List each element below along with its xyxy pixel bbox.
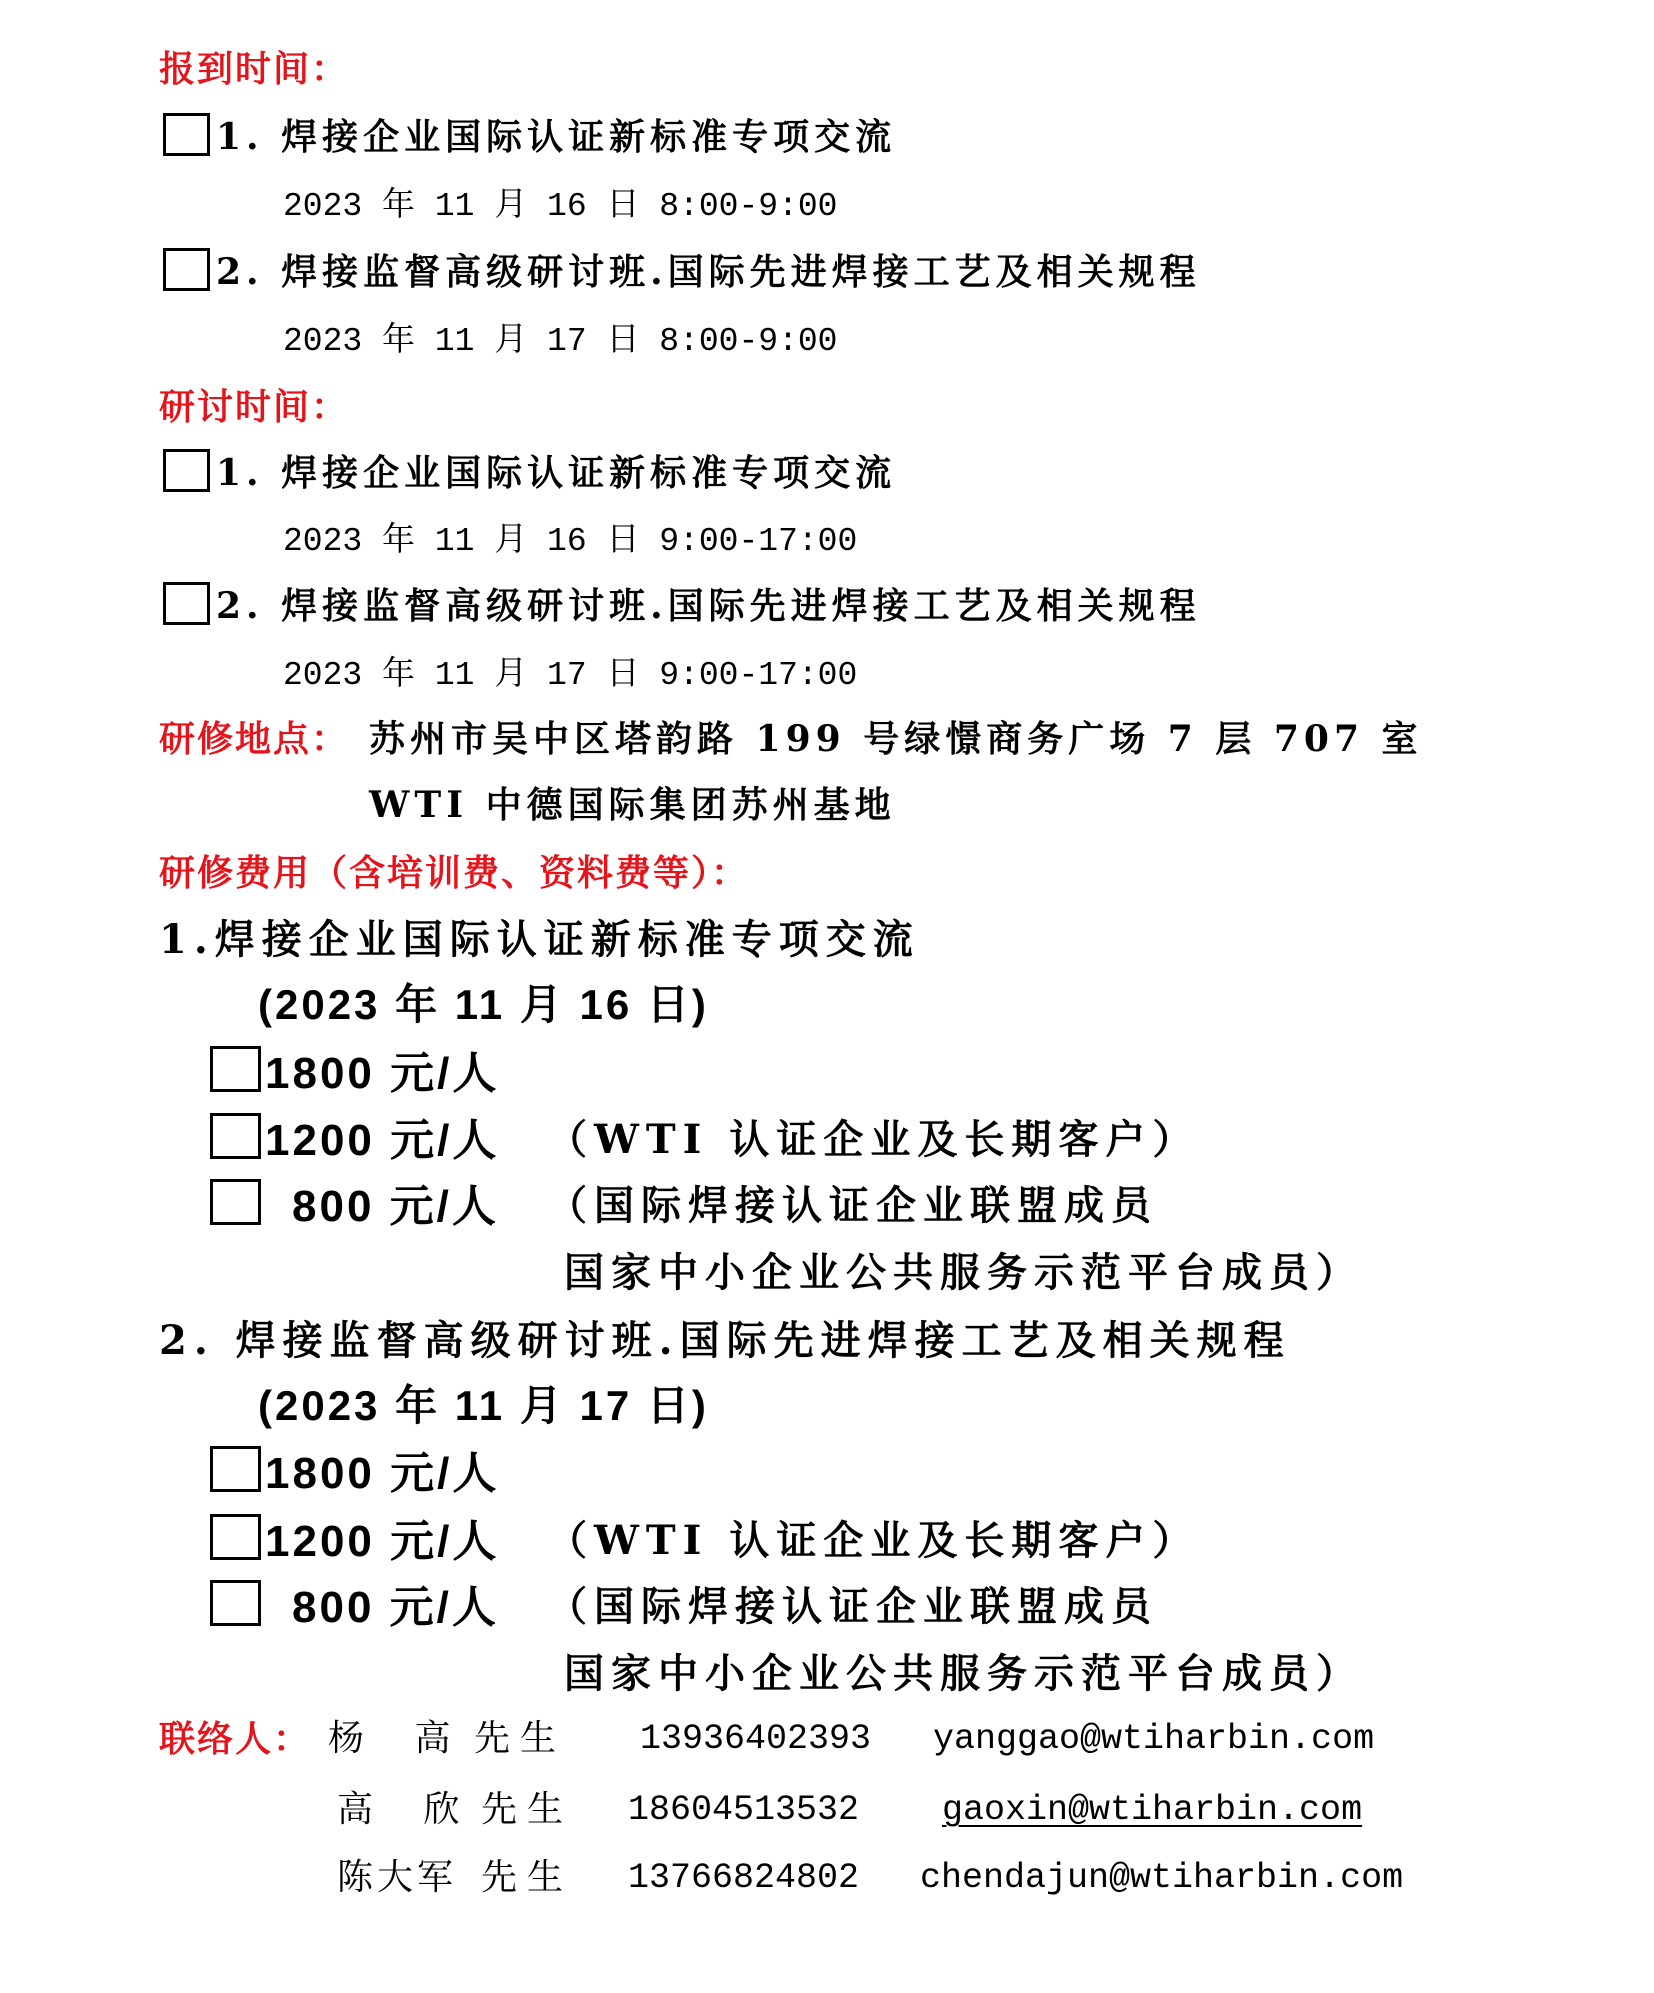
- registration-item-1-time: 2023 年 11 月 16 日 8:00-9:00: [283, 187, 838, 225]
- seminar-item-2: [163, 573, 1201, 633]
- registration-item-2-label: 2. 焊接监督高级研讨班.国际先进焊接工艺及相关规程: [216, 250, 1201, 293]
- fees-heading: 研修费用（含培训费、资料费等）：: [159, 851, 750, 894]
- checkbox-icon: [210, 1113, 261, 1159]
- fee-course-1-option-1: [210, 1039, 499, 1099]
- contact-email: yanggao@wtiharbin.com: [933, 1719, 1375, 1759]
- fee-note: （国际焊接认证企业联盟成员: [547, 1582, 1158, 1630]
- checkbox-icon: [163, 248, 210, 291]
- checkbox-icon: [163, 113, 210, 156]
- venue-heading: 研修地点：: [159, 717, 350, 760]
- fee-price: 800 元/人: [292, 1182, 499, 1231]
- fee-price: 1800 元/人: [265, 1449, 500, 1498]
- registration-item-1-label: 1. 焊接企业国际认证新标准专项交流: [216, 115, 897, 158]
- contact-name: 杨 高: [328, 1718, 451, 1759]
- checkbox-icon: [210, 1580, 261, 1626]
- contact-phone: 13936402393: [640, 1719, 872, 1759]
- fee-course-2-option-3: [210, 1573, 1410, 1633]
- contact-name: 高 欣: [337, 1789, 460, 1830]
- venue-row: [159, 706, 1559, 766]
- contact-email: chendajun@wtiharbin.com: [920, 1858, 1404, 1898]
- contact-phone: 13766824802: [628, 1858, 860, 1898]
- seminar-item-2-time: 2023 年 11 月 17 日 9:00-17:00: [283, 656, 858, 694]
- checkbox-icon: [163, 449, 210, 492]
- contact-row-3: [0, 1848, 1654, 1908]
- contact-title: 先生: [481, 1857, 574, 1898]
- contact-phone: 18604513532: [628, 1790, 860, 1830]
- contact-row-1: [0, 1709, 1654, 1769]
- fee-note: （国际焊接认证企业联盟成员: [547, 1181, 1158, 1229]
- fee-course-2-title: 2. 焊接监督高级研讨班.国际先进焊接工艺及相关规程: [159, 1316, 1291, 1364]
- fee-course-1-date: (2023 年 11 月 16 日): [258, 981, 709, 1028]
- fee-course-1-title: 1.焊接企业国际认证新标准专项交流: [159, 915, 920, 963]
- checkbox-icon: [210, 1179, 261, 1225]
- contact-row-2: [0, 1780, 1654, 1840]
- fee-price: 1200 元/人: [265, 1116, 500, 1165]
- seminar-item-1-time: 2023 年 11 月 16 日 9:00-17:00: [283, 522, 858, 560]
- contact-name: 陈大军: [337, 1857, 458, 1898]
- registration-item-2: [163, 239, 1201, 299]
- fee-course-1-option-2: [210, 1106, 1410, 1166]
- fee-course-2-option-1: [210, 1439, 499, 1499]
- seminar-item-2-label: 2. 焊接监督高级研讨班.国际先进焊接工艺及相关规程: [216, 584, 1201, 627]
- checkbox-icon: [210, 1046, 261, 1092]
- seminar-heading: 研讨时间：: [159, 385, 350, 428]
- contact-email-link[interactable]: gaoxin@wtiharbin.com: [942, 1790, 1363, 1830]
- fee-note-line2: 国家中小企业公共服务示范平台成员）: [564, 1649, 1363, 1697]
- contact-title: 先生: [481, 1789, 574, 1830]
- checkbox-icon: [163, 582, 210, 625]
- registration-heading: 报到时间：: [159, 47, 350, 90]
- fee-note: （WTI 认证企业及长期客户）: [547, 1516, 1200, 1564]
- seminar-item-1-label: 1. 焊接企业国际认证新标准专项交流: [216, 451, 897, 494]
- fee-course-2-date: (2023 年 11 月 17 日): [258, 1382, 709, 1429]
- checkbox-icon: [210, 1446, 261, 1492]
- registration-item-1: [163, 104, 896, 164]
- contact-title: 先生: [474, 1718, 567, 1759]
- fee-course-2-option-2: [210, 1507, 1410, 1567]
- registration-item-2-time: 2023 年 11 月 17 日 8:00-9:00: [283, 322, 838, 360]
- fee-course-1-option-3: [210, 1172, 1410, 1232]
- fee-price: 1200 元/人: [265, 1517, 500, 1566]
- venue-name: WTI 中德国际集团苏州基地: [369, 783, 896, 826]
- fee-note: （WTI 认证企业及长期客户）: [547, 1115, 1200, 1163]
- venue-address: 苏州市吴中区塔韵路 199 号绿憬商务广场 7 层 707 室: [369, 717, 1423, 760]
- contacts-heading: 联络人：: [159, 1718, 312, 1760]
- fee-note-line2: 国家中小企业公共服务示范平台成员）: [564, 1248, 1363, 1296]
- fee-price: 1800 元/人: [265, 1049, 500, 1098]
- fee-price: 800 元/人: [292, 1583, 499, 1632]
- checkbox-icon: [210, 1514, 261, 1560]
- seminar-item-1: [163, 440, 896, 500]
